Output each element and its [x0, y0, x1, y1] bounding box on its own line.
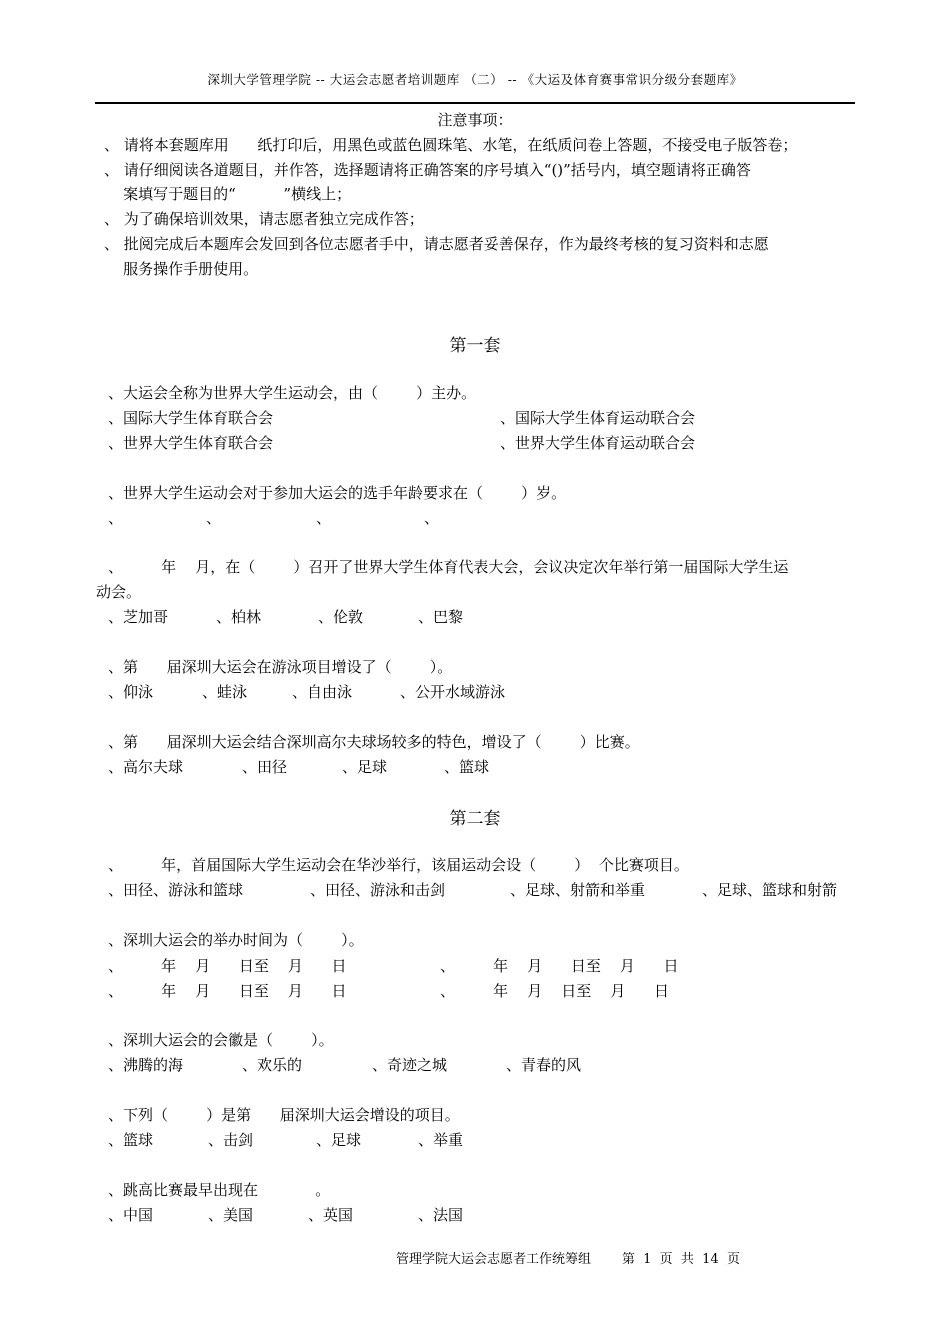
notice-line-4: 、 为了确保培训效果，请志愿者独立完成作答；: [104, 210, 424, 228]
set1-q2-opt-a: 、: [108, 509, 124, 527]
set1-q2-opt-c: 、: [316, 509, 332, 527]
set1-q5-stem: 、第 届深圳大运会结合深圳高尔夫球场较多的特色，增设了（ ）比赛。: [108, 733, 640, 751]
set1-title: 第一套: [449, 336, 501, 356]
set1-q4-opt-c: 、自由泳: [292, 683, 353, 701]
set2-q2-opt-a: 、 年 月 日至 月 日: [108, 957, 347, 975]
set1-q1-opt-a: 、国际大学生体育联合会: [108, 409, 274, 427]
notice-title: 注意事项：: [437, 111, 513, 129]
set2-q5-stem: 、跳高比赛最早出现在 。: [108, 1181, 331, 1199]
notice-line-2: 、 请仔细阅读各道题目，并作答，选择题请将正确答案的序号填入“()”括号内，填空题请将正确答: [104, 161, 751, 179]
set1-q5-opt-b: 、田径: [242, 758, 288, 776]
set1-q2-opt-b: 、: [206, 509, 222, 527]
set2-q4-stem: 、下列（ ）是第 届深圳大运会增设的项目。: [108, 1106, 460, 1124]
set2-q3-opt-c: 、奇迹之城: [372, 1056, 448, 1074]
set1-q1-stem: 、大运会全称为世界大学生运动会，由（ ）主办。: [108, 384, 477, 402]
set1-q4-opt-b: 、蛙泳: [202, 683, 248, 701]
set1-q1-opt-c: 、世界大学生体育联合会: [108, 434, 274, 452]
set1-q1-opt-b: 、国际大学生体育运动联合会: [500, 409, 696, 427]
set1-q3-opt-c: 、伦敦: [318, 608, 364, 626]
header-rule: [95, 102, 855, 104]
set1-q5-opt-c: 、足球: [342, 758, 388, 776]
set2-q5-opt-a: 、中国: [108, 1206, 154, 1224]
set2-q5-opt-b: 、美国: [208, 1206, 254, 1224]
page-header: 深圳大学管理学院 -- 大运会志愿者培训题库 （二） -- 《大运及体育赛事常识分级分套题库》: [207, 72, 743, 87]
set2-q3-opt-d: 、青春的风: [506, 1056, 582, 1074]
set1-q2-opt-d: 、: [424, 509, 440, 527]
notice-line-1: 、 请将本套题库用 纸打印后，用黑色或蓝色圆珠笔、水笔，在纸质问卷上答题，不接受电子版答卷；: [104, 136, 798, 154]
set2-q2-stem: 、深圳大运会的举办时间为（ ）。: [108, 931, 364, 949]
set1-q3-opt-d: 、巴黎: [418, 608, 464, 626]
set2-q1-opt-b: 、田径、游泳和击剑: [310, 881, 446, 899]
set2-q2-opt-b: 、 年 月 日至 月 日: [440, 957, 679, 975]
set1-q3-stem-line2: 动会。: [96, 583, 142, 601]
set2-q3-opt-a: 、沸腾的海: [108, 1056, 184, 1074]
set1-q2-stem: 、世界大学生运动会对于参加大运会的选手年龄要求在（ ）岁。: [108, 484, 567, 502]
set2-q1-opt-a: 、田径、游泳和篮球: [108, 881, 244, 899]
notice-line-6: 服务操作手册使用。: [104, 260, 259, 278]
footer-page-number: 第 1 页 共 14 页: [621, 1252, 740, 1267]
set2-q1-opt-d: 、足球、篮球和射箭: [702, 881, 838, 899]
set1-q3-opt-b: 、柏林: [216, 608, 262, 626]
set1-q3-opt-a: 、芝加哥: [108, 608, 169, 626]
set2-q2-opt-c: 、 年 月 日至 月 日: [108, 982, 347, 1000]
set2-q3-stem: 、深圳大运会的会徽是（ ）。: [108, 1031, 334, 1049]
set2-q4-opt-b: 、击剑: [208, 1131, 254, 1149]
set1-q4-opt-d: 、公开水域游泳: [400, 683, 506, 701]
notice-line-3: 案填写于题目的“ ”横线上；: [104, 185, 352, 203]
set2-q1-opt-c: 、足球、射箭和举重: [510, 881, 646, 899]
set1-q5-opt-d: 、篮球: [444, 758, 490, 776]
set1-q3-stem-line1: 、 年 月，在（ ）召开了世界大学生体育代表大会，会议决定次年举行第一届国际大学生运: [108, 558, 789, 576]
set2-q2-opt-d: 、 年 月 日至 月 日: [440, 982, 669, 1000]
set1-q4-stem: 、第 届深圳大运会在游泳项目增设了（ ）。: [108, 658, 453, 676]
notice-line-5: 、 批阅完成后本题库会发回到各位志愿者手中，请志愿者妥善保存，作为最终考核的复习资料和志愿: [104, 235, 769, 253]
set2-q4-opt-d: 、举重: [418, 1131, 464, 1149]
set2-q3-opt-b: 、欢乐的: [242, 1056, 303, 1074]
footer-org: 管理学院大运会志愿者工作统筹组: [396, 1252, 592, 1267]
set2-q4-opt-a: 、篮球: [108, 1131, 154, 1149]
set2-q1-stem: 、 年，首届国际大学生运动会在华沙举行，该届运动会设（ ） 个比赛项目。: [108, 856, 689, 874]
set2-q5-opt-c: 、英国: [308, 1206, 354, 1224]
set1-q1-opt-d: 、世界大学生体育运动联合会: [500, 434, 696, 452]
set2-q4-opt-c: 、足球: [316, 1131, 362, 1149]
set1-q5-opt-a: 、高尔夫球: [108, 758, 184, 776]
set2-title: 第二套: [449, 809, 501, 829]
set1-q4-opt-a: 、仰泳: [108, 683, 154, 701]
page-footer: [396, 1248, 746, 1267]
set2-q5-opt-d: 、法国: [418, 1206, 464, 1224]
